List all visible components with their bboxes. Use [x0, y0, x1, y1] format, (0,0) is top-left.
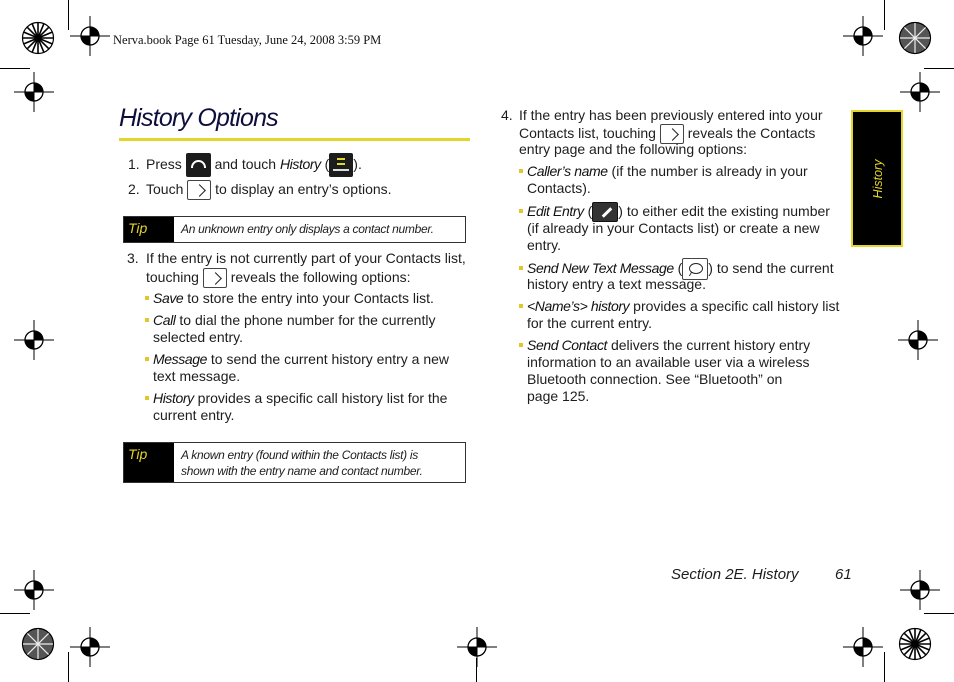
step-4-line: entry page and the following options: [519, 141, 748, 157]
option-callers-name [527, 163, 808, 180]
step-text: reveals the following options: [230, 269, 411, 285]
bullet [519, 209, 523, 213]
page-number: 61 [835, 566, 852, 583]
footer-section: Section 2E. History [671, 566, 799, 583]
bullet [145, 396, 149, 400]
option-text: to store the entry into your Contacts list. [187, 290, 434, 306]
bullet [519, 266, 523, 270]
step-3-line: If the entry is not currently part of your Contacts list, [146, 250, 466, 266]
chevron-right-key-icon[interactable] [187, 180, 211, 200]
option-text: ) to either edit the existing number [618, 203, 830, 219]
option-message [153, 351, 449, 368]
bullet [145, 357, 149, 361]
registration-crosshair-icon [457, 627, 497, 667]
registration-crosshair-icon [898, 320, 938, 360]
option-term: Send New Text Message [527, 260, 674, 276]
tip-box [123, 442, 466, 483]
registration-crosshair-icon [14, 570, 54, 610]
option-text: to dial the phone number for the currently [179, 312, 436, 328]
option-text: page 125. [527, 388, 590, 404]
talk-key-icon [186, 153, 211, 177]
step-2 [146, 178, 392, 200]
option-term: Call [153, 312, 176, 328]
step-number: 4. [501, 107, 513, 123]
step-text: to display an entry’s options. [215, 181, 392, 197]
tip-label: Tip [124, 443, 174, 482]
step-1 [146, 152, 362, 177]
bullet [519, 304, 523, 308]
tip-text-line: A known entry (found within the Contacts list) is [181, 448, 418, 462]
option-text: provides a specific call history list [633, 298, 840, 314]
step-number: 3. [127, 250, 139, 266]
option-text: information to an available user via a wireless [527, 354, 810, 370]
option-text: ) to send the current [708, 260, 834, 276]
option-text: provides a specific call history list for the [197, 390, 448, 406]
print-header: Nerva.book Page 61 Tuesday, June 24, 2008 3:59 PM [113, 33, 382, 47]
history-app-icon[interactable] [329, 153, 353, 177]
step-3-line [146, 265, 411, 289]
option-term: Message [153, 351, 208, 367]
side-tab-label [853, 159, 903, 199]
registration-crosshair-icon [843, 627, 883, 667]
chevron-right-key-icon[interactable] [203, 268, 227, 288]
registration-starburst-icon [21, 21, 55, 55]
option-history [153, 390, 447, 407]
option-save [153, 290, 434, 307]
option-call [153, 312, 435, 329]
registration-crosshair-icon [14, 72, 54, 112]
option-text: text message. [153, 368, 241, 384]
option-text: (if already in your Contacts list) or create a new [527, 220, 820, 236]
step-number: 1. [128, 156, 140, 172]
option-term: History [153, 390, 194, 406]
step-text: Touch [146, 181, 184, 197]
option-send-contact [527, 337, 810, 354]
bullet [519, 343, 523, 347]
option-text: to send the current history entry a new [210, 351, 450, 367]
registration-crosshair-icon [843, 16, 883, 56]
registration-starburst-icon [898, 627, 932, 661]
step-text: and touch [214, 156, 277, 172]
tip-text-line: shown with the entry name and contact number. [181, 464, 423, 478]
option-term: Save [153, 290, 184, 306]
side-tab-text: History [871, 159, 885, 199]
tip-box [123, 216, 466, 243]
step-4-line: If the entry has been previously entered into your [519, 107, 823, 123]
tip-text [181, 447, 459, 479]
option-edit-entry [527, 200, 830, 222]
paren: ). [353, 156, 362, 172]
registration-crosshair-icon [14, 320, 54, 360]
title-underline [119, 138, 470, 141]
paren: ( [587, 203, 593, 219]
option-text: Bluetooth connection. See “Bluetooth” on [527, 371, 783, 387]
registration-crosshair-icon [900, 72, 940, 112]
page-title: History Options [119, 104, 278, 132]
option-text: entry. [527, 237, 561, 253]
registration-crosshair-icon [70, 627, 110, 667]
option-text: history entry a text message. [527, 276, 706, 292]
step-text: reveals the Contacts [687, 125, 816, 141]
step-text: touching [146, 269, 199, 285]
option-term: Caller’s name [527, 163, 608, 179]
step-text: Contacts list, touching [519, 125, 656, 141]
registration-starburst-icon [21, 627, 55, 661]
step-number: 2. [128, 181, 140, 197]
option-term: Send Contact [527, 337, 608, 353]
registration-crosshair-icon [900, 570, 940, 610]
bullet [145, 296, 149, 300]
option-names-history [527, 298, 839, 315]
option-text: for the current entry. [527, 315, 653, 331]
step-text: Press [146, 156, 182, 172]
history-term: History [279, 156, 321, 172]
option-term: Edit Entry [527, 203, 584, 219]
tip-text: An unknown entry only displays a contact number. [181, 222, 434, 236]
bullet [519, 169, 523, 173]
paren: ( [677, 260, 683, 276]
registration-starburst-icon [898, 21, 932, 55]
option-text: (if the number is already in your [611, 163, 808, 179]
tip-label: Tip [124, 217, 174, 242]
option-text: Contacts). [527, 180, 591, 196]
paren: ( [324, 156, 330, 172]
registration-crosshair-icon [70, 16, 110, 56]
bullet [145, 318, 149, 322]
option-term: <Name’s> history [527, 298, 630, 314]
option-text: delivers the current history entry [610, 337, 811, 353]
section-side-tab [851, 110, 903, 247]
option-text: selected entry. [153, 329, 244, 345]
option-text: current entry. [153, 407, 235, 423]
